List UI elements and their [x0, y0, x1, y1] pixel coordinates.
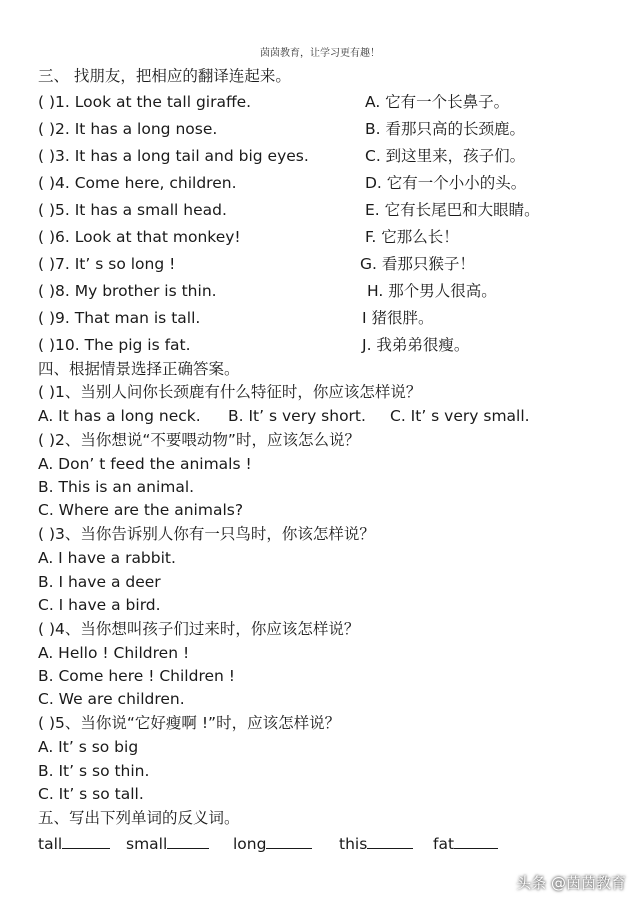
- q4-option-b: B. Come here ! Children !: [38, 667, 235, 685]
- antonym-word: small: [126, 835, 168, 853]
- match-right-3: C. 到这里来，孩子们。: [365, 147, 526, 165]
- match-left-10: ( )10. The pig is fat.: [38, 336, 191, 354]
- q4-question: ( )4、当你想叫孩子们过来时，你应该怎样说？: [38, 620, 360, 638]
- section5-title: 五、写出下列单词的反义词。: [38, 809, 240, 827]
- q1-option-a: A. It has a long neck.: [38, 407, 201, 425]
- antonym-word: this: [339, 835, 368, 853]
- match-right-8: H. 那个男人很高。: [367, 282, 497, 300]
- match-right-9: I 猪很胖。: [362, 309, 434, 327]
- antonym-item-fat: [433, 833, 498, 854]
- q1-option-c: C. It’ s very small.: [390, 407, 530, 425]
- q1-options: [0, 406, 640, 426]
- antonym-word: fat: [433, 835, 455, 853]
- antonym-item-this: [339, 833, 413, 854]
- antonym-word: long: [233, 835, 267, 853]
- match-right-4: D. 它有一个小小的头。: [365, 174, 527, 192]
- section4-title: 四、根据情景选择正确答案。: [38, 360, 240, 378]
- answer-blank[interactable]: [367, 833, 413, 849]
- match-right-10: J. 我弟弟很瘦。: [362, 336, 470, 354]
- match-left-8: ( )8. My brother is thin.: [38, 282, 217, 300]
- match-left-6: ( )6. Look at that monkey!: [38, 228, 241, 246]
- q3-question: ( )3、当你告诉别人你有一只鸟时，你该怎样说？: [38, 525, 375, 543]
- match-right-5: E. 它有长尾巴和大眼睛。: [365, 201, 540, 219]
- match-right-1: A. 它有一个长鼻子。: [365, 93, 510, 111]
- match-left-1: ( )1. Look at the tall giraffe.: [38, 93, 252, 111]
- answer-blank[interactable]: [167, 833, 209, 849]
- page-header: 茵茵教育，让学习更有趣！: [260, 48, 380, 59]
- match-left-2: ( )2. It has a long nose.: [38, 120, 218, 138]
- match-left-4: ( )4. Come here, children.: [38, 174, 237, 192]
- antonym-item-long: [233, 833, 312, 854]
- q4-option-c: C. We are children.: [38, 690, 185, 708]
- match-left-7: ( )7. It’ s so long !: [38, 255, 176, 273]
- q2-question: ( )2、当你想说“不要喂动物”时，应该怎么说？: [38, 431, 360, 449]
- q3-option-a: A. I have a rabbit.: [38, 549, 176, 567]
- section3-title: 三、 找朋友，把相应的翻译连起来。: [38, 67, 291, 85]
- antonym-item-small: [126, 833, 209, 854]
- q1-question: ( )1、当别人问你长颈鹿有什么特征时，你应该怎样说？: [38, 383, 422, 401]
- match-right-6: F. 它那么长！: [365, 228, 459, 246]
- q2-option-c: C. Where are the animals?: [38, 501, 244, 519]
- q5-option-a: A. It’ s so big: [38, 738, 139, 756]
- match-right-2: B. 看那只高的长颈鹿。: [365, 120, 525, 138]
- q5-question: ( )5、当你说“它好瘦啊 !”时，应该怎样说？: [38, 714, 341, 732]
- q3-option-c: C. I have a bird.: [38, 596, 161, 614]
- q2-option-a: A. Don’ t feed the animals !: [38, 455, 252, 473]
- match-left-5: ( )5. It has a small head.: [38, 201, 227, 219]
- match-right-7: G. 看那只猴子！: [360, 255, 475, 273]
- q4-option-a: A. Hello ! Children !: [38, 644, 190, 662]
- antonym-item-tall: [38, 833, 110, 854]
- match-left-9: ( )9. That man is tall.: [38, 309, 201, 327]
- answer-blank[interactable]: [454, 833, 498, 849]
- source-watermark: 头条 @茵茵教育: [516, 874, 626, 892]
- antonym-word: tall: [38, 835, 63, 853]
- q1-option-b: B. It’ s very short.: [228, 407, 366, 425]
- q3-option-b: B. I have a deer: [38, 573, 161, 591]
- answer-blank[interactable]: [266, 833, 312, 849]
- q5-option-c: C. It’ s so tall.: [38, 785, 144, 803]
- answer-blank[interactable]: [62, 833, 110, 849]
- antonym-row: [38, 833, 618, 855]
- q2-option-b: B. This is an animal.: [38, 478, 195, 496]
- match-left-3: ( )3. It has a long tail and big eyes.: [38, 147, 309, 165]
- q5-option-b: B. It’ s so thin.: [38, 762, 150, 780]
